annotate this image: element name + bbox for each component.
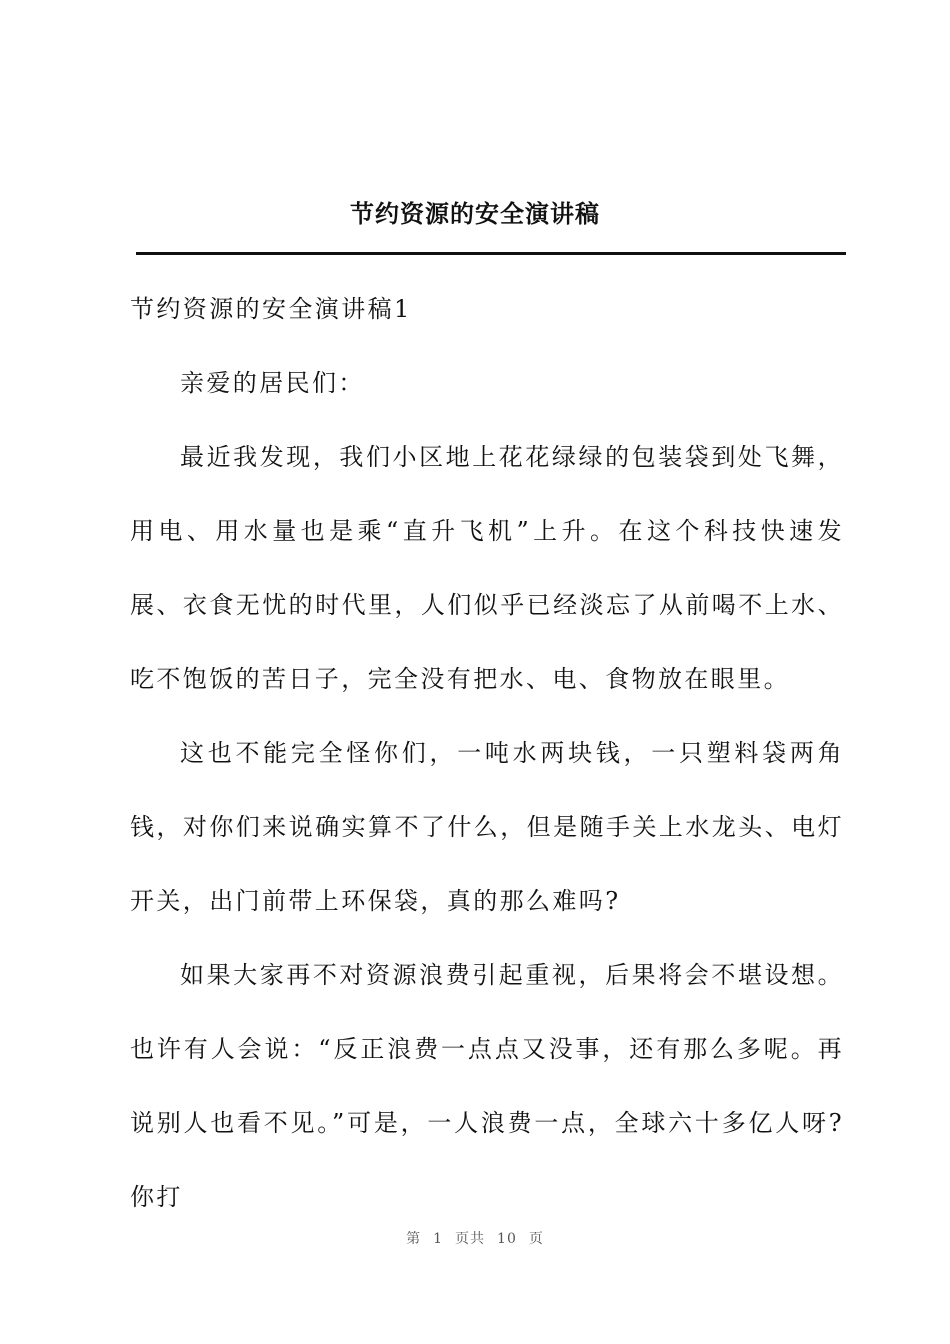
page-footer [0,1228,950,1248]
footer-page-number: 1 [433,1231,444,1247]
section-heading: 节约资源的安全演讲稿1 [130,295,412,323]
footer-prefix: 第 [406,1231,422,1247]
document-body [130,272,844,1234]
document-title: 节约资源的安全演讲稿 [350,199,600,228]
footer-total-pages: 10 [497,1231,517,1247]
footer-middle: 页共 [455,1231,486,1247]
paragraph-greeting: 亲爱的居民们： [180,369,365,397]
title-divider [136,252,846,255]
footer-suffix: 页 [528,1231,544,1247]
paragraph-3: 如果大家再不对资源浪费引起重视，后果将会不堪设想。也许有人会说：“反正浪费一点点又没事，还有那么多呢。再说别人也看不见。”可是，一人浪费一点，全球六十多亿人呀?你打 [130,961,844,1211]
paragraph-1: 最近我发现，我们小区地上花花绿绿的包装袋到处飞舞，用电、用水量也是乘“直升飞机”上升。在这个科技快速发展、衣食无忧的时代里，人们似乎已经淡忘了从前喝不上水、吃不饱饭的苦日子，完全没有把水、电、食物放在眼里。 [130,443,844,693]
paragraph-2: 这也不能完全怪你们，一吨水两块钱，一只塑料袋两角钱，对你们来说确实算不了什么，但是随手关上水龙头、电灯开关，出门前带上环保袋，真的那么难吗? [130,739,844,915]
